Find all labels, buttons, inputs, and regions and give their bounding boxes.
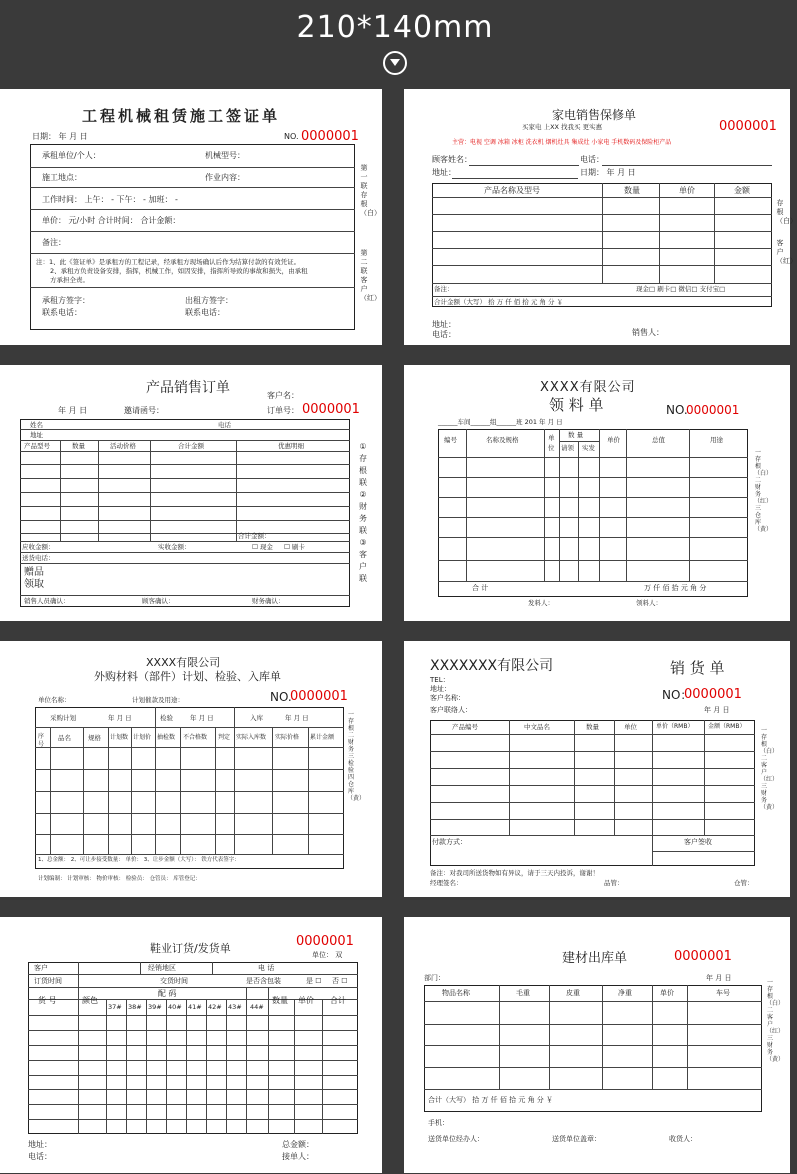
group-check: 检验: [160, 714, 173, 722]
manager-sign: 经理签名：: [430, 879, 463, 887]
phone-label: 电话：: [28, 1152, 52, 1161]
gift-label: 赠品: [24, 567, 44, 578]
tel-label: 电 话: [258, 964, 275, 972]
card-shoe-order: [0, 917, 382, 1173]
site-label: 施工地点：: [42, 173, 82, 182]
size-37: 37#: [108, 1003, 122, 1011]
serial-number: 0000001: [302, 402, 360, 417]
group-check-date: 年 月 日: [190, 714, 214, 722]
col-plan-qty: 计划数: [110, 734, 129, 741]
seller-label: 销售人：: [632, 328, 664, 337]
serial-number: 0000001: [290, 689, 348, 704]
seal-label: 送货单位盖章：: [552, 1135, 601, 1143]
card-title: 家电销售保修单: [552, 108, 637, 122]
client-confirm: 顾客确认：: [142, 597, 175, 605]
renter-label: 承租单位/个人：: [42, 151, 101, 160]
pack-label: 是否含包装: [246, 977, 281, 985]
card-title: 产品销售订单: [146, 380, 230, 396]
col-qty: 数量: [624, 186, 640, 195]
card-material-requisition: [404, 365, 790, 621]
copy-label-1: 第一联存根（白）: [360, 164, 381, 217]
col-amount: 金额（RMB）: [708, 723, 746, 730]
card-title: 外购材料（部件）计划、检验、入库单: [94, 670, 281, 683]
remark-label: 备注：: [434, 285, 454, 293]
invite-label: 邀请函号：: [124, 406, 164, 415]
company-name: XXXXXXX有限公司: [430, 658, 554, 674]
col-plate: 车号: [716, 989, 730, 997]
tel-label: 电话: [218, 421, 231, 429]
no-label: NO.: [666, 403, 688, 417]
col-price: 单价: [607, 436, 620, 444]
receiver-label: 接单人：: [282, 1152, 314, 1161]
tel-label: TEL：: [430, 676, 450, 684]
unit-label: 单位名称：: [38, 696, 71, 704]
handler-label: 送货单位经办人：: [428, 1135, 484, 1143]
card-title: 建材出库单: [562, 951, 628, 966]
copy-labels: 一存根（白）二财务（红）三仓库（黄）: [754, 449, 773, 533]
renter-tel: 联系电话：: [42, 308, 82, 317]
card-sales-order: [0, 365, 382, 621]
col-sample: 抽检数: [157, 734, 176, 741]
col-price: 单价: [679, 186, 695, 195]
copy-labels: 一存根（白）二客户（红）三财务（黄）: [766, 979, 785, 1063]
col-color: 颜色: [82, 996, 98, 1005]
name-label: 姓名: [30, 421, 43, 429]
col-total: 总值: [652, 436, 665, 444]
order-label: 订单号：: [267, 406, 299, 415]
pack-no-checkbox[interactable]: 否 ☐: [332, 977, 348, 985]
issuer-label: 发料人：: [528, 599, 554, 607]
size-39: 39#: [148, 1003, 162, 1011]
date-label: 年 月 日: [706, 974, 732, 982]
store-sign: 仓管：: [734, 879, 754, 887]
cash-option[interactable]: ☐ 现金: [252, 543, 273, 551]
addr-label: 地址: [30, 431, 43, 439]
card-title: 销 货 单: [670, 659, 725, 677]
col-product: 产品名称及型号: [484, 186, 540, 195]
sum-label: 总金额：: [282, 1140, 314, 1149]
col-model: 产品型号: [24, 442, 50, 450]
col-total: 合计: [330, 996, 346, 1005]
no-label: NO.: [270, 690, 292, 704]
worktime-label: 工作时间： 上午： - 下午： - 加班： -: [42, 195, 178, 204]
payment-options: 现金□ 刷卡□ 微信□ 支付宝□: [636, 285, 726, 293]
size-44: 44#: [250, 1003, 264, 1011]
col-discount: 优惠明细: [278, 442, 304, 450]
address-label: 地址：: [28, 1140, 52, 1149]
chevron-down-icon[interactable]: [383, 51, 407, 75]
sum-amount: 万 仟 佰 拾 元 角 分: [644, 584, 707, 592]
col-item: 物品名称: [442, 989, 470, 997]
copy-label-1: 存根（白）: [776, 199, 797, 225]
card-appliance-warranty: [404, 89, 797, 345]
date-label: 日期： 年 月 日: [580, 168, 636, 177]
content-label: 作业内容：: [205, 173, 245, 182]
col-plan-price: 计划价: [133, 734, 152, 741]
card-sales-invoice: [404, 641, 790, 897]
group-in: 入库: [250, 714, 263, 722]
receivable-label: 应收金额：: [22, 543, 55, 551]
serial-number: 0000001: [686, 403, 740, 417]
model-label: 机械型号：: [205, 151, 245, 160]
lessor-tel: 联系电话：: [185, 308, 225, 317]
col-tare: 皮重: [566, 989, 580, 997]
col-qty: 数 量: [568, 431, 584, 439]
price-label: 单价： 元/小时 合计时间： 合计金额：: [42, 216, 181, 225]
col-total: 合计金额: [178, 442, 204, 450]
note-1: 注：1、此《签证单》是承租方的工程记录，经承租方现场确认后作为结算付款的有效凭证。: [36, 258, 301, 266]
date-label: 年 月 日: [58, 406, 88, 415]
totals-line: 1、总金额： 2、可让步接受数量： 单价： 3、让步金额（大写）： 铁方代表签字：: [38, 857, 240, 863]
col-unit: 单位: [548, 434, 555, 452]
col-price: 单价: [660, 989, 674, 997]
top-banner: [0, 0, 790, 88]
inspection-grid: [35, 707, 344, 869]
sales-confirm: 销售人员确认：: [24, 597, 70, 605]
col-name: 名称及规格: [486, 436, 519, 444]
contact-label: 客户联络人：: [430, 706, 472, 714]
phone-label: 电话：: [580, 155, 604, 164]
col-name: 品名: [58, 734, 71, 742]
renter-sign: 承租方签字：: [42, 296, 90, 305]
sum-label: 合 计: [472, 584, 489, 592]
delivery-label: 送货电话：: [22, 554, 55, 562]
copy-label-2: 客户（红）: [776, 239, 797, 265]
col-index: 序号: [38, 733, 45, 748]
col-actual: 实发: [582, 444, 595, 452]
remark-label: 备注：: [42, 238, 66, 247]
total-words: 合计金额（大写） 拾 万 仟 佰 拾 元 角 分 ￥: [434, 298, 564, 306]
customer-label: 顾客姓名：: [432, 155, 472, 164]
card-title: 领 料 单: [549, 396, 604, 414]
col-reject: 不合格数: [183, 734, 208, 741]
client-label: 客户名：: [267, 391, 299, 400]
col-size-group: 配 码: [158, 989, 177, 998]
col-amount: 金额: [734, 186, 750, 195]
col-price: 单价: [298, 996, 314, 1005]
receiver-label: 领料人：: [636, 599, 662, 607]
copy-labels: 一存根 二财务 三检验 四仓库（黄）: [347, 711, 366, 802]
unit-label: 单位： 双: [312, 951, 343, 959]
size-42: 42#: [208, 1003, 222, 1011]
card-construction-signoff: [0, 89, 382, 345]
no-label: NO.: [284, 132, 299, 141]
footer-tel: 电话：: [432, 330, 456, 339]
card-title: 鞋业订货/发货单: [150, 942, 231, 955]
col-unit: 单位: [624, 723, 637, 731]
ship-time-label: 交货时间: [160, 977, 188, 985]
col-net: 净重: [618, 989, 632, 997]
size-43: 43#: [228, 1003, 242, 1011]
no-label: NO：: [662, 688, 693, 702]
col-code: 货 号: [38, 996, 57, 1005]
paid-label: 实收金额：: [158, 543, 191, 551]
size-title: 210*140mm: [296, 10, 494, 45]
receiver-label: 收货人：: [669, 1135, 697, 1143]
serial-number: 0000001: [684, 687, 742, 702]
col-gross: 毛重: [516, 989, 530, 997]
customer-label: 客户: [34, 964, 48, 972]
col-actual-price: 实际价格: [275, 734, 300, 741]
address-label: 地址：: [430, 685, 451, 693]
main-products: 主营：电视 空调 冰箱 冰柜 洗衣机 烟机灶具 集成灶 小家电 手机数码及保险柜产品: [452, 139, 672, 146]
col-qty: 数量: [272, 996, 288, 1005]
payment-label: 付款方式：: [432, 838, 467, 846]
col-accum: 累计金额: [310, 734, 335, 741]
col-code: 产品编号: [452, 723, 478, 731]
address-label: 地址：: [432, 168, 456, 177]
group-in-date: 年 月 日: [285, 714, 309, 722]
serial-number: 0000001: [674, 949, 732, 964]
card-option[interactable]: ☐ 刷卡: [284, 543, 305, 551]
date-line: 日期： 年 月 日: [32, 132, 88, 141]
phone-label: 手机：: [428, 1119, 449, 1127]
copy-labels: ①存根联 ②财务联 ③客户联: [359, 442, 367, 583]
client-label: 客户名称：: [430, 694, 465, 702]
company-name: XXXX有限公司: [146, 656, 221, 669]
workshop-line: ______车间______组______班 201 年 月 日: [438, 418, 563, 426]
collect-label: 领取: [24, 579, 44, 590]
total-label: 合计金额：: [238, 532, 271, 540]
signatures-line: 计划编制： 计划审核： 物价审核： 检验员： 仓管员： 库管登记：: [38, 876, 201, 882]
note: 备注：对我司所送货物如有异议，请于三天内投诉，谢谢！: [430, 869, 599, 877]
dept-label: 部门：: [424, 974, 445, 982]
date-label: 年 月 日: [704, 706, 730, 714]
pack-yes-checkbox[interactable]: 是 ☐: [306, 977, 322, 985]
size-41: 41#: [188, 1003, 202, 1011]
client-sign: 客户签收: [684, 838, 712, 846]
serial-number: 0000001: [301, 129, 359, 144]
card-building-material-outbound: [404, 917, 790, 1173]
lessor-sign: 出租方签字：: [185, 296, 233, 305]
note-2: 2、承租方负责设备安排，指挥，机械工作，如因安排，指挥所导致的事故和损失，由承租: [50, 267, 308, 275]
footer-address: 地址：: [432, 320, 456, 329]
col-qty: 数量: [72, 442, 85, 450]
plan-label: 计划催款及用途：: [132, 696, 184, 704]
qc-sign: 品管：: [604, 879, 624, 887]
order-time-label: 订货时间: [34, 977, 62, 985]
col-qty: 数量: [586, 723, 599, 731]
card-title: 工程机械租赁施工签证单: [82, 107, 281, 125]
copy-labels: 一存根（白）二客户（红）三财务（黄）: [760, 727, 779, 811]
col-price: 单价（RMB）: [656, 723, 694, 730]
group-plan-date: 年 月 日: [108, 714, 132, 722]
requisition-grid: [438, 429, 748, 597]
copy-label-2: 第二联客户（红）: [360, 249, 381, 302]
area-label: 经销地区: [148, 964, 176, 972]
col-actual-in: 实际入库数: [236, 734, 267, 741]
group-plan: 采购计划: [50, 714, 76, 722]
finance-confirm: 财务确认：: [252, 597, 285, 605]
col-request: 请领: [561, 444, 574, 452]
note-3: 方承担全责。: [50, 276, 89, 284]
card-purchase-inspection: [0, 641, 382, 897]
company-name: XXXX有限公司: [540, 380, 636, 395]
col-code: 编号: [444, 436, 457, 444]
size-38: 38#: [128, 1003, 142, 1011]
total-words: 合计（大写） 拾 万 仟 佰 拾 元 角 分 ￥: [428, 1096, 554, 1104]
col-name: 中文品名: [524, 723, 550, 731]
size-40: 40#: [168, 1003, 182, 1011]
slogan: 买家电 上XX 找我买 更实惠: [522, 123, 603, 131]
col-price: 活动价格: [110, 442, 136, 450]
serial-number: 0000001: [296, 934, 354, 949]
outbound-grid: [424, 985, 762, 1112]
col-judge: 判定: [218, 734, 231, 741]
col-use: 用途: [710, 436, 723, 444]
serial-number: 0000001: [719, 119, 777, 134]
col-spec: 规格: [88, 734, 101, 742]
